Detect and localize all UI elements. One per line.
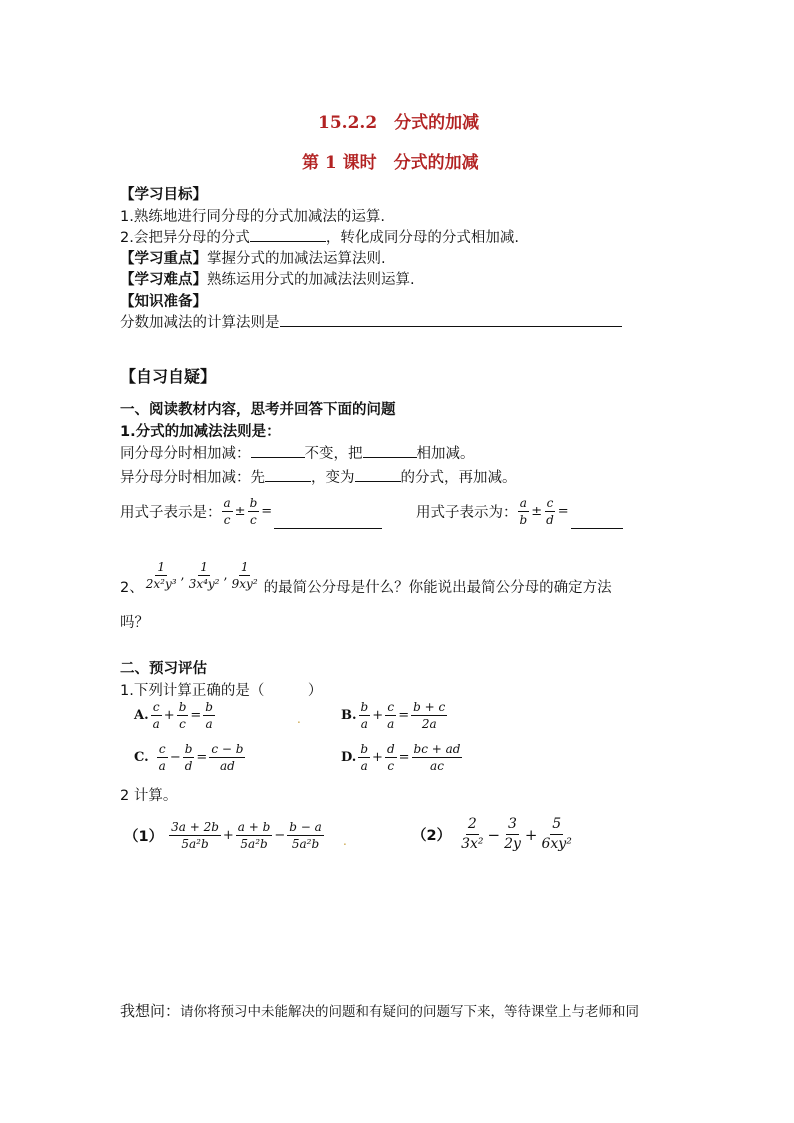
goal-1: 1.熟练地进行同分母的分式加减法的运算. [120, 209, 385, 225]
fraction: $\frac{c}{d}$ [546, 496, 554, 527]
expression-same-denominator: 用式子表示是： $\frac{a}{c}$ ± $\frac{b}{c}$ = [120, 494, 382, 529]
decorative-dot: . [343, 834, 347, 848]
goal-2: 2.会把异分母的分式 ，转化成同分母的分式相加减. [120, 226, 519, 247]
problem-2: （2） $\frac{2}{\text{3x²}}$ − $\frac{3}{2y}$ + $\frac{5}{\text{6xy²}}$ [412, 816, 572, 852]
option-c[interactable]: C. $\frac{c}{a}$ − $\frac{b}{d}$ = $\frac{c - b}{ad}$ [134, 742, 244, 773]
prep-line: 分数加减法的计算法则是 [120, 311, 622, 332]
expression-diff-denominator: 用式子表示为： $\frac{a}{b}$ ± $\frac{c}{d}$ = [416, 494, 623, 529]
self-study-heading: 【自习自疑】 [120, 367, 217, 386]
answer-blank[interactable] [280, 312, 622, 327]
mc-question-1: 1.下列计算正确的是（ ） [120, 683, 323, 699]
fraction: $\frac{a}{c}$ [223, 496, 231, 527]
option-a[interactable]: A. $\frac{c}{a}$ + $\frac{b}{c}$ = $\frac{b}{a}$ [134, 700, 213, 731]
question-2-continued: 吗？ [120, 615, 149, 631]
answer-blank[interactable] [274, 514, 382, 529]
option-d[interactable]: D. $\frac{b}{a}$ + $\frac{d}{c}$ = $\frac{bc + ad}{ac}$ [341, 742, 461, 773]
goals-heading: 【学习目标】 [120, 187, 207, 203]
lesson-subtitle: 第 1 课时 分式的加减 [302, 153, 479, 173]
problem-1: （1） $\frac{3a + 2b}{\text{5a²b}}$ + $\frac{a + b}{\text{5a²b}}$ − $\frac{b - a}{\text{5a²b}}$ [124, 820, 322, 851]
prep-heading: 【知识准备】 [120, 294, 207, 310]
focus-line: 【学习重点】掌握分式的加减法运算法则. [120, 251, 386, 267]
question-2-lcm: 2、 $\frac{1}{\text{2x²y³}}$ , $\frac{1}{\text{3x⁴y²}}$ , $\frac{1}{\text{9xy²}}$ 的最简公分母是什么？你能说出最简公分母的确定方法 [120, 560, 612, 596]
answer-blank[interactable] [265, 467, 311, 482]
answer-blank[interactable] [251, 443, 305, 458]
page-title: 15.2.2 分式的加减 [318, 113, 480, 133]
fraction: $\frac{1}{\text{9xy²}}$ [231, 560, 258, 591]
rule-same-denominator: 同分母分时相加减： 不变，把 相加减。 [120, 442, 475, 463]
ask-line: 我想问：请你将预习中未能解决的问题和有疑问的问题写下来，等待课堂上与老师和同 [120, 1002, 640, 1020]
fraction: $\frac{b}{c}$ [249, 496, 258, 527]
difficulty-line: 【学习难点】熟练运用分式的加减法法则运算. [120, 272, 415, 288]
fraction: $\frac{1}{\text{3x⁴y²}}$ [188, 560, 220, 591]
answer-blank[interactable] [250, 227, 326, 242]
answer-blank[interactable] [571, 514, 623, 529]
question-1: 1.分式的加减法法则是： [120, 424, 281, 440]
rule-diff-denominator: 异分母分时相加减：先 ，变为 的分式，再加减。 [120, 466, 517, 487]
answer-blank[interactable] [363, 443, 417, 458]
calc-question-2: 2 计算。 [120, 788, 178, 804]
fraction: $\frac{1}{\text{2x²y³}}$ [145, 560, 177, 591]
section-1-heading: 一、阅读教材内容，思考并回答下面的问题 [120, 402, 396, 418]
answer-blank[interactable] [355, 467, 401, 482]
decorative-dot: . [297, 712, 301, 726]
section-2-heading: 二、预习评估 [120, 661, 207, 677]
option-b[interactable]: B. $\frac{b}{a}$ + $\frac{c}{a}$ = $\frac{b + c}{2a}$ [341, 700, 446, 731]
fraction: $\frac{a}{b}$ [519, 496, 528, 527]
